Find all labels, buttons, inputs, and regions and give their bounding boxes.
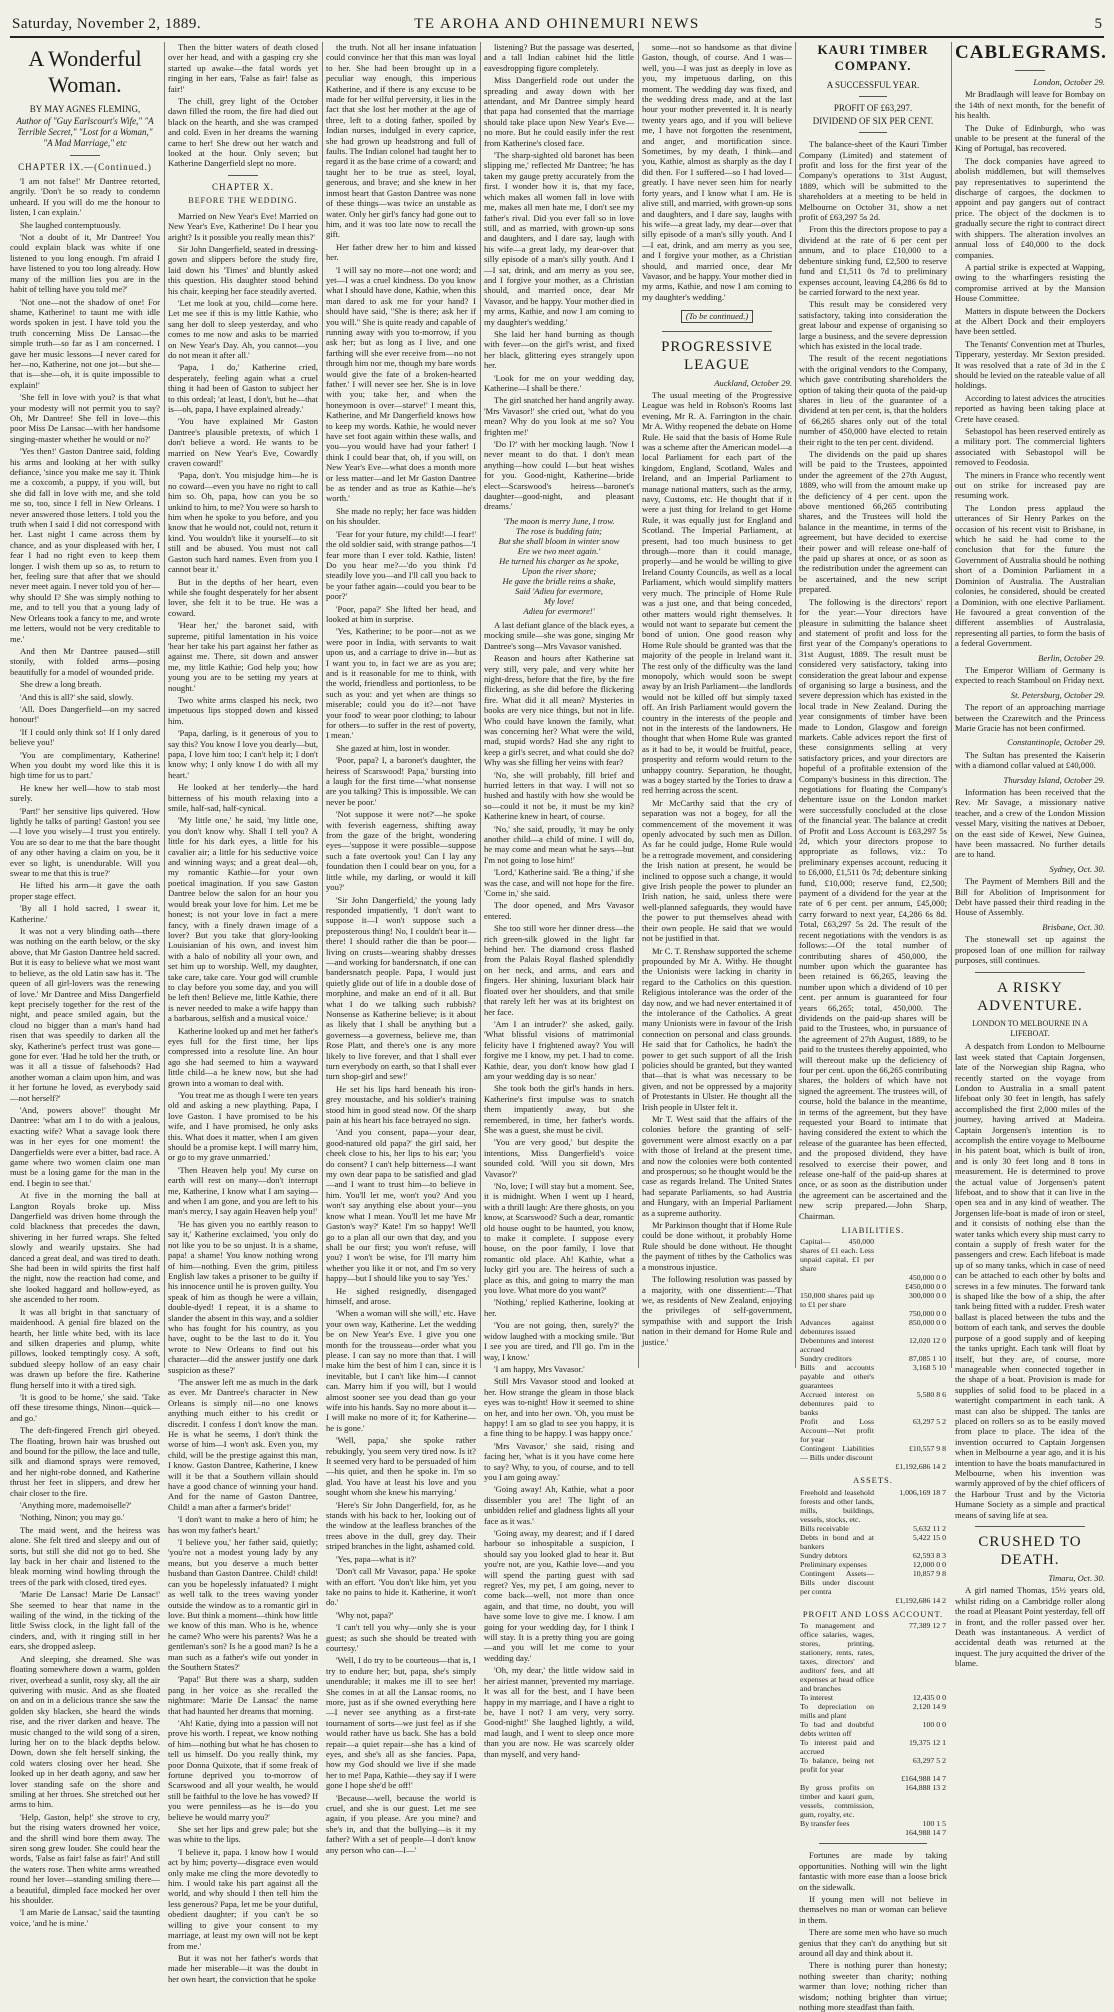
table-cell-amount: 5,422 15 0 [912,1532,946,1542]
paragraph: 'And, powers above!' thought Mr Dantree: 'what am I to do with a jealous, exacting wife? What a savage look there was in her eyes for one moment! the Dangerfields were ever a bitter, bad race. A game where two women claim one man must be a losing game for the man in the end. I begin to see that.' [10,1104,160,1188]
table-row [799,1819,947,1828]
paragraph: She too still wore her dinner dress—the rich green-silk glowed in the light far behind her. The diamond cross flashed from the Palais Royal flashed splendidly on her neck, and arms, and ears and fingers. Her shining, luxuriant black hair floated over her shoulders, and that smile that rarely left her was at its brightest on her face. [484,923,634,1017]
paragraph: Katherine looked up and met her father's eyes full for the first time, her lips compressed into a resolute line. An hour ago she had seemed to him a wayward little child—a he knew now, but she had grown into a woman to deal with. [168,1025,318,1088]
divider [859,132,887,133]
table-row [799,1621,947,1693]
paragraph: The usual meeting of the Progressive League was held in Robson's Rooms last evening, Mr R. A. Farrington in the chair. Mr A. Withy reopened the debate on Home Rule. He said that the basis of Home Rule was a scheme after the American model—a local Parliament for each part of the kingdom, England, Scotland, Wales and Ireland, and an Imperial Parliament to manage national matters, such as the army, navy, Customs, etc. He thought that if it were a just thing for Ireland to get Home Rule, it was equally just for England and Scotland. The Imperial Parliament, at present, had too much business to get through—more than it could manage, properly—and he would be willing to give Ireland County Councils, as well as a local Parliament, which would simplify matters very much. The principle of Home Rule was a just one, and that being conceded, other matters would right themselves. It would not want to separate but cement the bond of union. One good reason why Home Rule should be granted was that the majority of the people in Ireland want it. The rest only of the difficulty was the land monopoly, which would soon be swept away by an Irish Parliament—the landlords would not be killed off but simply taxed off. An Irish Parliament would govern the country in the interests of the people and not in the interests of the landowners. He thought that when Home Rule was granted as it had to be, it would be fruitful, peace, prosperity and reform would return to the unhappy country. Separation, he thought, was a bogey started by the Tories to draw a red herring across the scent. [642,389,792,796]
table-row [799,1524,947,1533]
table-cell-amount: 100 0 0 [922,1720,946,1730]
table-cell-label [799,1774,875,1783]
paragraph: The stonewall set up against the proposed loan of one million for railway purposes, still continues. [955,934,1105,966]
table-row [799,1560,947,1569]
paragraph: The following is the directors' report for the year:—Your directors have pleasure in submitting the balance sheet and statement of profit and loss for the first year of the Company's operations to 31st August, 1889. The result must be considered very satisfactory, taking into consideration the great labour and expense of organising so large a business, and the severe depression which has existed in the local trade in New Zealand. During the year consignments of timber have been made to London, Glasgow and foreign markets. Cable advices report the first of these consignments selling at very satisfactory prices, and your directors are hopeful of a profitable extension of the Company's business in this direction. The negotiations for floating the Company's debenture issue on the London market were successfully concluded at the close of the financial year. The balance at credit of Profit and Loss Account is £63,297 5s 2d, which your directors propose to appropriate as follows, viz.: To preliminary expenses account, reducing it to £6,000, £1,511 0s 7d; debenture sinking fund, £10,000; reserve fund, £2,500; payment of a dividend for the year at the rate of 6 per cent. per annum, £45,000; carry forward to next year, £4,286 6s 8d. Total, £63,297 5s 2d. The result of the recent negotiations with the vendors is as follows:—Of the total number of contributing shares of 450,000, the number upon which the guarantee has been retained is 66,265, leaving the number upon which a dividend of 10 per cent. per annum is guaranteed for four years 66,265; total, 450,000. The dividends on the paid-up shares will be paid to the Trustees, who, in pursuance of the agreement of 27th August, 1889, to be paid to the trustees thereby appointed, who will thereout make up the deficiency of four per cent. upon the 66,265 contributing shares, the holders of which have not signed the agreement. The trustees will, of course, hold the balance in the meantime, in terms of the agreement, but they have requested your Board to intimate that having considered the extent to which the release of the guarantee has been effected, and the proposed dividend, they have resolved to exercise their power, and release one-half of the paid-up shares at once, or as soon as the distribution under the agreement can be ascertained and the new scrip prepared.—John Sharp, Chairman. [799,596,947,1221]
assets-table [799,1488,947,1605]
paragraph: listening? But the passage was deserted, and a tall Indian cabinet hid the little eavesdropping figure completely. [484,42,634,73]
paragraph: Sir John Dangerfield, seated in dressing-gown and slippers before the study fire, laid down his 'Times' and bluntly asked this question. His daughter stood behind his chair, keeping her face steadily averted. [168,243,318,296]
divider [819,1843,927,1844]
column-rule [322,42,323,1368]
paragraph: This result may be considered very satisfactory, taking into consideration the great labour and expense of organising so large a business, and the severe depression which has existed in the local trade. [799,299,947,351]
paragraph: Her father drew her to him and kissed her. [326,241,476,263]
paragraph: 'If I could only think so! If I only dared believe you!' [10,726,160,748]
table-row [799,1336,947,1354]
paragraph: 'All. Does Dangerfield—on my sacred honour!' [10,703,160,725]
paragraph: The following resolution was passed by a majority, with one dissentient:—'That we, as residents of New Zealand, enjoying the privileges of self-government, sympathise with and support the Irish nation in their demand for Home Rule and justice.' [642,1274,792,1347]
paragraph: The Tenants' Convention met at Thurles, Tipperary, yesterday. Mr Sexton presided. It was resolved that a rate of 3d in the £ should be levied on the rateable value of all holdings. [955,338,1105,391]
paragraph: She laughed contemptuously. [20,219,121,230]
paragraph: He sighed resignedly, disengaged himself, and arose. [326,1285,476,1306]
table-cell-label: Preliminary expenses [800,1559,867,1569]
verse-line: My love! [543,595,575,606]
paragraph: 'When a woman will she will,' etc. Have your own way, Katherine. Let the wedding be on New Year's Eve. I give you one month for the trousseau—order what you please. I can say no more than that. I will make him the best of him I can, since it is inevitable, but I can't like him—I cannot can. Marry him if you will, but I would almost sooner see you dead than go your wife into his hands. Say no more about it—I will make no more of it; for Katherine—he is gone.' [326,1308,476,1433]
table-cell-label: Sundry creditors [800,1354,852,1364]
paragraph: 'Not a doubt of it, Mr Dantree! You could explain black was white if one listened to you long enough. I'm afraid I have listened to you too long already. How many of the million lies you are in the habit of telling have you told me?' [10,232,160,295]
table-cell-label: Debentures and interest accrued [800,1336,874,1355]
paragraph: 'I can't tell you why—only she is your guest; as such she should be treated with courtesy.' [326,1622,476,1653]
paragraph: 'I don't want to make a hero of him; he has won my father's heart.' [168,1514,318,1535]
paragraph: Sebastopol has been reserved entirely as a military port. The commercial lighters associated with Sebastopol will be removed to Feodosia. [955,426,1105,468]
article-heading: CABLEGRAMS. [955,42,1107,63]
table-cell-amount [875,1237,947,1273]
masthead-paper-name: TE AROHA AND OHINEMURI NEWS [414,16,700,32]
table-row [799,1596,947,1605]
table-cell-label [799,1309,875,1318]
paragraph: Mr Parkinson thought that if Home Rule could be done without, it probably Home Rule should be done without. He thought the payment of tithes by the Catholics was a monstrous injustice. [642,1220,792,1272]
table-row [799,1774,947,1783]
table-cell-label: To bad and doubtful debts written off [800,1720,874,1739]
subheading: PROFIT OF £63,297. [833,103,913,114]
paragraph: 'Poor, papa? I, a baronet's daughter, the heiress of Scarswood! Papa,' bursting into a laugh for the first time—'what nonsense are you talking? This is impossible. We can never be poor.' [326,755,476,807]
verse-line: Upon the river shore; [521,565,597,576]
paragraph: 'Sir John Dangerfield,' the young lady responded impatiently, 'I don't want to suppose it—I won't suppose such a preposterous thing! No, I couldn't bear it—there! I should rather die than be poor—living on crusts—wearing shabby dresses—and working for bandersnatch, if one can bandersnatch people. Papa, I would just quietly glide out of life in a double dose of morphine, and make an end of it all. But what I do we talking such rubbish? Nonsense as Katherine believe; is it about as likely that I shall be anything but a governess—a governess, believe me, than Rose Platt, and there's one is any more likely to live forever, and that I shall ever turn everybody on earth, so that I shall ever turn shop-girl and sew!' [326,894,476,1082]
paragraph: The London press applaud the utterances of Sir Henry Parkes on the occasion of his recent visit to Brisbane, in which he said he had come to the conclusion that for the future the Government of Australia should be nothing short of a Dominion Parliament in a Dominion of Australia. The Australian colonies, he considered, should be created a Dominion, with one elective Parliament. He favoured a great convention of the different assemblies of Australasia, representing all parties, to form the basis of a federal Government. [955,502,1105,649]
paragraph: She set her lips and grew pale; but she was white to the lips. [168,1824,318,1845]
table-row [799,1390,947,1417]
table-row [799,1783,947,1819]
table-cell-amount: 87,085 1 10 [908,1354,946,1364]
paragraph: 'She fell in love with you? is that what your modesty will not permit you to say? Oh, Mr Dantree! She fell in love—this poor Miss De Lansac—with her handsome singing-master whether he would or no?' [10,392,160,444]
paragraph: Mr Bradlaugh will leave for Bombay on the 14th of next month, for the benefit of his health. [955,89,1105,121]
divider [228,175,258,176]
paragraph: Miss Dangerfield rode out under the spreading and away down with her attendant, and Mr Dantree simply heard that papa had consented that the marriage should take place upon New Year's Eve—no more. But he could easily infer the rest from Katherine's closed face. [484,75,634,148]
dateline: Brisbane, Oct. 30. [1042,921,1105,932]
paragraph: 'Yes, Katherine; to be poor—not as we were poor in India, with servants to wait upon us, and a carriage to drive in—but as I want you to, in fact we are as you are; and is it reasonable for me to think, with the world, friendless and portionless, to be such as you: and yet when are things so miserable; could you do it?—not 'have your food' to wear poor clothing; to labour for others—to suffer in the rest of poverty, I mean.' [326,626,476,741]
table-cell-amount: 100 1 5 [922,1819,946,1829]
paragraph: 'Papa!' But there was a sharp, sudden pang in her voice as she recalled the nightmare: 'Marie De Lansac' the name that had haunted her dreams that morning. [168,1674,318,1716]
paragraph: 'You treat me as though I were ten years old and asking a new plaything. Papa, I love Gaston. I have promised to be his wife, and I have promised, he only asks this. What does it matter, when I am given should be a promise kept. I will marry him, or go to my grave unmarried.' [168,1090,318,1163]
paragraph: 'Papa, darling, is it generous of you to say this? You know I love you dearly—but, papa, I love him too; I can't help it; I don't know why; I only know I do with all my heart.' [168,728,318,780]
subheading: LONDON TO MELBOURNE IN A LIFEBOAT. [972,1018,1088,1038]
paragraph: 'Let me look at you, child—come here. Let me see if this is my little Kathie, who sang her doll to sleep yesterday, and who comes to me now and asks to be married on New Year's Day. Ah, you cannot—you do not mean it after all.' [168,297,318,360]
paragraph: 'I believe it, papa. I know how I would act by him; poverty—disgrace even would only make me cling the more devotedly to him. I would take his part against all the world, and why should I then tell him the less generous? Papa, let me be your dutiful, obedient daughter; if you can't be so willing to give your consent to my marriage, at least my own will not be kept from me.' [168,1846,318,1951]
table-row [799,1720,947,1738]
paragraph: 'I will say no more—not one word; and yet—I was a cruel kindness. Do you know what I should have done, Kathie, when this man dared to ask me for your hand? I should have said, "She is there; ask her if you will." She is quite ready and capable of running away with you to-morrow, if you ask her; but as long as I live, and one farthing will she ever receive from—no not through him nor me, though my bare words would give the fate of a broken-hearted father.' I will never see her. She is in love with you; take her, and when the honeymoon is over—starve!' I meant this, Katherine, and Mr Dangerfield knows how to keep my words. Kathie, he would never have set foot again within these walls, and you—you would have had your father! I think I could bear that, oh, if you will, on New Year's Eve—what does a month more or less matter—and let Mr Gaston Dantree be as tender and as true as Kathie—he's worth.' [326,264,476,504]
table-heading: PROFIT AND LOSS ACCOUNT. [802,1608,944,1619]
column-5 [642,42,792,1370]
dateline: London, October 29. [1033,77,1105,87]
story-title: A Wonderful Woman. [28,46,142,97]
paragraph: 'Here's Sir John Dangerfield, for, as he stands with his back to her, looking out of the window at the leafless branches of the trees above in the dull, grey day. Their striped branches in the light, ashamed cold. [326,1499,476,1552]
subheading: A SUCCESSFUL YEAR. [826,80,920,90]
paragraph: And then Mr Dantree paused—still stonily, with folded arms—posing beautifully for a model of wounded pride. [10,645,160,677]
paragraph: 'You are complimentary, Katherine! When you doubt my word like this it is high time for us to part.' [10,749,160,781]
paragraph: The maid went, and the heiress was alone. She felt tired and sleepy and out of sorts, but still she did not go to bed. She lay back in her chair and listened to the bleak morning wind howling through the trees of the park with closed, tired eyes. [10,1524,160,1587]
divider [975,972,1085,973]
paragraph: 'It is good to be home,' she said. 'Take off these tiresome things, Ninon—quick—and go.' [10,1391,160,1423]
paragraph: The dock companies have agreed to abolish middlemen, but will themselves pay representatives to superintend the discharge of cargoes, the dockmen to appoint and pay gangers out of contract price. The object of the dockmen is to gradually secure the right to contract direct with shippers. The alteration involves an annual loss of £40,000 to the dock companies. [955,155,1105,260]
divider [1015,70,1045,71]
table-cell-amount: 1,006,169 18 7 [899,1487,946,1497]
table-cell-amount: 750,000 0 0 [908,1309,946,1319]
paragraph: Then the bitter waters of death closed over her head, and with a gasping cry she started up awake—the fatal words yet ringing in her ears, 'False as fair! false as fair!' [168,42,318,94]
divider [975,1526,1085,1527]
chapter-heading: CHAPTER X. [211,181,274,192]
paragraph: From this the directors propose to pay a dividend at the rate of 6 per cent per annum, and to place £10,000 to a debenture sinking fund, £2,500 to reserve fund and £1,511 0s 7d to preliminary expenses account, leaving £4,286 6s 8d to be carried forward to the next year. [799,224,947,297]
article-heading: CRUSHED TO DEATH. [978,1534,1082,1568]
profit-loss-dr-table [799,1621,947,1783]
paragraph: She gazed at him, lost in wonder. [336,742,451,753]
paragraph: Still Mrs Vavasor stood and looked at her. How strange the gleam in those black eyes was to-night! How it seemed to shine on her, and into her own. 'Oh, you must be happy! I am so glad to see you happy, it is a fine thing to be happy. I was happy once.' [484,1376,634,1439]
paragraph: The balance-sheet of the Kauri Timber Company (Limited) and statement of profit and loss for the first year of the Company's operations to 31st August, 1889, which will be submitted to the shareholders at a meeting to be held in Melbourne on October 31, show a net profit of £63,297 5s 2d. [799,139,947,223]
paragraph: 'Look for me on your wedding day, Katherine—I shall be there.' [484,372,634,393]
paragraph: He set his lips hard beneath his iron-grey moustache, and his soldier's training stood him in good stead now. Of the sharp pain at his heart his face betrayed no sign. [326,1083,476,1126]
table-row [799,1828,947,1837]
paragraph: According to latest advices the atrocities reported as having been taking place at Crete have ceased. [955,392,1105,424]
paragraph: The Duke of Edinburgh, who was unable to be present at the funeral of the King of Portugal, has recovered. [955,122,1105,154]
table-row [799,1291,947,1309]
paragraph: 'You have explained Mr Gaston Dantree's plausible pretexts, of which I don't believe a word. He wants to be married on New Year's Eve, Cowardly craven coward!' [168,416,318,469]
table-cell-amount: 5,580 8 6 [916,1390,946,1400]
paragraph: 'Anything more, mademoiselle?' [20,1500,132,1510]
story-authorship: "A Mad Marriage," etc [43,138,127,149]
verse [484,516,634,616]
paragraph: A partial strike is expected at Wapping, owing to the wharfingers resisting the compromise arrived at by the Mansion House Committee. [955,261,1105,304]
table-cell-amount: 62,593 8 3 [912,1550,946,1560]
column-3 [326,42,476,1855]
paragraph: 'Nothing, Ninon; you may go.' [20,1512,125,1523]
paragraph: 'Not suppose it were not?'—he spoke with feverish eagerness, shifting away from the gaze of the bright, wondering eyes—'suppose it were possible—suppose such a fate overtook you! Can I lay any foundation then I could bear on you, for a little while, my darling, or would it kill you?' [326,809,476,893]
paragraph: 'No, she will probably, fill brief and hurried letters in that way. I will not so hushed and hastily with how she would be so—could it not be, it must be my kin? Katherine knew in heart, of course. [484,769,634,822]
table-cell-amount: 12,020 12 0 [908,1336,946,1346]
dateline: Auckland, October 29. [714,377,792,388]
table-cell-label [799,1462,875,1471]
table-row [799,1237,947,1273]
paragraph: 'Nothing,' replied Katherine, looking at her. [484,1297,634,1318]
table-cell-label: To interest [800,1693,834,1703]
table-row [799,1444,947,1462]
story-authorship: Author of "Guy Earlscourt's Wife," "A Terrible Secret," "Lost for a Woman," [16,116,154,137]
paragraph: 'Mrs Vavasor,' she said, rising and facing her, 'what is it you have come here to say? Why, to you, of course, and to tell you I am going away.' [484,1440,634,1482]
paragraph: 'And you consent, papa—your dear, good-natured old papa?' the girl said, her cheek close to his, her lips to his ear; 'you do consent? I can't help bitterness—I want my own dear papa to be satisfied and glad—and I want to trust him—to believe in him. You'll let me, won't you? And you won't say anything else about your—you know what I mean. You'll let me have Mr Gaston's way?' Kate! I'm so happy! We'll go to a plan all our own that day, and you shall be our first; you won't refuse, will you? I won't be wise, for I'll marry him whether you like it or not, and I'm so very happy—but I should like you to say 'Yes.' [326,1127,476,1284]
table-cell-amount: £1,192,686 14 2 [895,1595,946,1605]
table-cell-label: Bills and accounts payable and other's guarantees [800,1363,874,1391]
column-rule [638,42,639,1368]
paragraph: 'I am happy, Mrs Vavasor.' [494,1363,585,1374]
table-cell-amount: 164,988 14 7 [905,1828,946,1838]
table-cell-label: Freehold and leasehold forests and other lands, mills, buildings, vessels, stocks, etc. [800,1487,874,1524]
paragraph: She made no reply; her face was hidden on his shoulder. [326,505,476,527]
chapter-subheading: BEFORE THE WEDDING. [188,196,298,206]
paragraph: 'Well, papa,' she spoke rather rebukingly, 'you seem very tired now. Is it? It seemed very hard to be persuaded of him—his quiet, and then he spoke in. I'm so glad. You have at least his love and you sought whom she knew his marrying.' [326,1435,476,1498]
paragraph: 'Help, Gaston, help!' she strove to cry, but the rising waters drowned her voice, and the shrill wind bore them away. The siren song grew louder. She could hear the words, 'False as fair! false as fair!' And still the waters rose. Then white arms wreathed round her lover—standing smiling there—a beautiful, dimpled face mocked her over his shoulder. [10,1811,160,1906]
table-cell-amount: 300,000 0 0 [908,1291,946,1301]
table-cell-label: To interest paid and accrued [800,1738,874,1757]
paragraph: 'The answer left me as much in the dark as ever. Mr Dantree's character in New Orleans is simply nil—no one knows anything much either to his credit or discredit. I confess I don't know the man. He is what he seems, I don't think the worse of him—I won't ask. Even you, my child, will be the prestige against this man, I know. Gaston Dantree, Katherine, I knew will it be that a Southern villain should have a good chance of winning your hand. And for the name of Gaston Dantree, Child! a man after a farmer's bride!' [168,1376,318,1512]
paragraph: 'Yes, papa—what is it?' [336,1553,417,1564]
verse-line: He turned his charger as he spoke, [499,555,619,566]
paragraph: 'Part!' her sensitive lips quivered. 'How lightly he talks of parting! Gaston! you see—I love you wisely—I trust you entirely. You are so dear to me that the bare thought of any other having a claim on you, be it ever so light, is unendurable. Will you swear to me that this is true?' [10,805,160,879]
paragraph: 'Don't call Mr Vavasor, papa.' He spoke with an effort. 'You don't like him, yet you take no pains to hide it. Katherine, it won't do.' [326,1566,476,1608]
table-cell-label: 150,000 shares paid up to £1 per share [800,1291,874,1310]
article-heading: PROGRESSIVE LEAGUE [661,338,773,373]
paragraph: And sleeping, she dreamed. She was floating somewhere down a warm, golden river, overhead a sunlit, rosy sky, all the air quivering with music. And as she floated on and on in a delicious trance she saw the golden sky blacken, she heard the winds rise, and the river darken and heave. The music changed to the wild song of a siren, luring her on to the black depths below. Down, down she felt herself sinking, the cold waters closing over her head. She looked up in her death agony, and saw her lover standing safe on the shore and smiling at her throes. She stretched out her arms to him. [10,1653,160,1810]
column-7 [955,42,1107,1669]
column-rule [795,42,796,1368]
to-be-continued: (To be continued.) [642,310,792,322]
article-heading: KAURI TIMBER COMPANY. [817,42,929,73]
paragraph: If young men will not believe in themselves no man or woman can believe in them. [799,1893,947,1925]
paragraph: 'Marie De Lansac! Marie De Lansac!' She seemed to hear that name in the wailing of the wind, in the ticking of the little Swiss clock, in the light fall of the cinders, and, with it ringing still in her ears, she dropped asleep. [10,1589,160,1652]
table-row [799,1354,947,1363]
column-rule [480,42,481,1368]
verse-line: Said 'Adieu for evermore, [515,585,603,596]
paragraph: Reason and hours after Katherine sat very still, very pale, and very white her night-dress, before that the fire, by the fire flickering, as she did before the flickering fire. What did it all mean? Mysteries in books are very nice things, but not in life. Who could have known the family, what was concerning her? What were the wild, mad, stupid words? Had she any right to keep a girl's secret, and what could she do? Why was she filling her veins with fear? [484,653,634,768]
masthead [10,14,1104,38]
paragraph: The Emperor William of Germany is expected to reach Stamboul on Friday next. [955,664,1105,686]
column-2 [168,42,318,1984]
verse-line: The rose is budding fain; [515,525,603,536]
table-row [799,1702,947,1720]
paragraph: 'Ah! Katie, dying into a passion will not prove his worth. I repeat, we know nothing of him—nothing but what he has chosen to tell us himself. Do you really think, my poor Donna Quixote, that if some freak of fortune deprived you to-morrow of Scarswood and all your wealth, he would still be faithful to the love he has vowed? If you were penniless—as he is—do you believe he would marry you?' [168,1717,318,1822]
paragraph: 'I am not false!' Mr Dantree retorted, angrily. 'Don't be so ready to condemn unheard. If you will do me the honour to listen, I can explain.' [10,176,160,218]
table-cell-amount: £164,988 14 7 [901,1774,946,1784]
paragraph: 'Papa, I do,' Katherine cried, desperately, feeling again what a cruel thing it had been of Gaston to subject her to this ordeal; 'at least, I don't, but he—that is—oh, papa, I have explained already.' [168,362,318,414]
table-heading: LIABILITIES. [841,1225,905,1236]
table-cell-amount: 10,857 9 8 [912,1568,946,1578]
verse-line: Ere we two meet again.' [517,545,601,556]
paragraph: 'Do I?' with her mocking laugh. 'Now I never meant to do that. I don't mean anything—how could I—but heat wishes for you. Good-night, Katherine—bride elect—Scarswood's heiress—baronet's daughter—good-night, and pleasant dreams.' [484,439,634,512]
table-cell-amount: 3,168 5 10 [912,1363,946,1373]
table-cell-amount: 12,435 0 0 [912,1693,946,1703]
table-row [799,1417,947,1444]
paragraph: Fortunes are made by taking opportunities. Nothing will win the light fantastic with more ease than a loose brick on the sidewalk. [799,1850,947,1892]
paragraph: There is nothing purer than honesty; nothing sweeter than charity; nothing warmer than love; nothing richer than wisdom; nothing brighter than virtue; nothing more steadfast than faith. [799,1960,947,2012]
paragraph: Two white arms clasped his neck, two impetuous lips stopped down and kissed him. [168,694,318,726]
paragraph: The dividends on the paid up shares will be paid to the Trustees, appointed under the agreement of the 27th August, 1889, who will from the amount make up the deficiency of 4 per cent. upon the above mentioned 66,265 contributing shares, and the Trustees will hold the balance in the meantime, in terms of the agreement, but have decided to exercise their power and will release one-half of the paid up shares at once, or as soon as the redistribution under the agreement can be ascertained, and the new script prepared. [799,449,947,595]
paragraph: 'Hear her,' the baronet said, with supreme, pitiful lamentation in his voice 'hear her take his part against her father as against me. There, sit down and answer me, my little Kathie; God help you; how young you are to be setting my years at nought.' [168,620,318,693]
table-cell-label: To balance, being net profit for year [800,1756,874,1775]
paragraph: 'Why not, papa?' [336,1609,394,1620]
table-row [799,1533,947,1551]
paragraph: 'By all I hold sacred, I swear it, Katherine.' [10,903,160,924]
table-cell-amount: 450,000 0 0 [908,1273,946,1283]
table-cell-label: Capital— 450,000 shares of £1 each. Less unpaid capital, £1 per share [800,1237,874,1274]
table-cell-label: Sundry debtors [800,1550,848,1560]
table-cell-label: By gross profits on timber and kauri gum, vessels, commission, gum, royalty, etc. [800,1783,874,1820]
table-row [799,1363,947,1390]
table-cell-label: Contingent Liabilities— Bills under discount [800,1444,874,1463]
paragraph: A despatch from London to Melbourne last week stated that Captain Jorgensen, late of the Norwegian ship Ragna, who recently started on the voyage from London to Australia in a small patent lifeboat only 30 feet in length, has safely accomplished the first 2,000 miles of the journey, having arrived at Madeira. Captain Jorgensen's intention is to accomplish the entire voyage to Melbourne in his patent boat, which is built of iron, and is only 30 feet long and 8 tons in measurement. He is determined to prove the actual value of Jorgensen's patent lifeboat, and to show that it can live in the open sea and in any kind of weather. The Jorgensen life-boat is made of iron or steel, and it consists of nothing else than the water tanks which every ship must carry to contain a supply of fresh water for the passengers and crew. Each lifeboat is made up of so many tanks, which in case of need can be attached to each other by bolts and screws in a few minutes. The forward tank is shaped like the bow of a ship, the after tank being fitted with a rudder. Fresh water ballast is placed between the tubs and the bottom of each tank, and serves the double purpose of a good supply and of keeping the tanks upright. Each tank will float by itself, but they are, of course, more manageable when connected together in the shape of a boat. Provision is made for supplies of solid food to be placed in a watertight compartment in each tank. A mast can also be shipped. The tanks are placed on rollers so as to be easily moved from place to place. The idea of the invention occurred to Captain Jorgensen when in Melbourne a year ago, and it is his intention to have the boats manufactured in Melbourne, when his invention was warmly approved of by the chief officers of the Harbour Trust and by the Victoria Humane Society as a simple and practical means of saving life at sea. [955,1041,1105,1520]
paragraph: 'Am I an intruder?' she asked, gaily. 'What blissful visions of matrimonial felicity have I frightened away? You will forgive me I know, my pet. I had to come. Kathie, dear, you don't know how glad I am your wedding day is so near.' [484,1018,634,1081]
table-cell-amount: 2,120 14 9 [912,1702,946,1712]
paragraph: It was not a very blinding oath—there was nothing on the earth below, or the sky above, that Mr Gaston Dantree held sacred. But it is easy to believe what we most want to believe, as the old Latin saw has it. 'The queen of all girl-lovers was the renewing of love.' Mr Dantree and Miss Dangerfield kept precisely together for the rest of the night, and peace smiled again, but the cloud no bigger than a man's hand had risen that was speedily to darken all the sky, Katherine's perfect trust was gone—gone for ever. 'Had he told her the truth, or was it all a tissue of falsehoods? Had another woman a claim upon him, and was it her fortune he loved, as everybody said—not herself?' [10,926,160,1103]
paragraph: The deft-fingered French girl obeyed. The floating, brown hair was brushed out and bound for the pillow, the lace and tulle, silk and diamond sprays were removed, and her night-robe donned, and Katherine thrust her feet in slippers, and drew her chair closer to the fire. [10,1425,160,1498]
table-cell-label: Bills receivable [800,1523,849,1533]
table-cell-amount: 63,297 5 2 [912,1756,946,1766]
table-cell-amount: 164,888 13 2 [905,1783,946,1793]
dateline: Constantinople, October 29. [1007,737,1105,748]
table-heading: ASSETS. [853,1475,893,1486]
chapter-heading: CHAPTER IX.—(Continued.) [18,161,152,172]
table-row [799,1551,947,1560]
paragraph: 'Papa, don't. You misjudge him—he is no coward—even you have no right to call him so. Oh, papa, how can you be so unkind to him, to me? You were so harsh to him when he spoke to you before, and you know that he would not, could not, return it kind. You wouldn't like it yourself—to sit still and be abused. You must not call Gaston such hard names. Even from you I cannot bear it.' [168,470,318,575]
table-cell-label: To management and office salaries, wages, stores, printing, stationery, rents, rates, taxes, directors' and auditors' fees, and all expenses at head office and branches [800,1621,874,1694]
table-cell-label: By transfer fees [800,1819,850,1829]
paragraph: 'He has given you no earthly reason to say it,' Katherine exclaimed, 'you only do not like you to be so unjust. It is a shame, papa! a shame! You know nothing wrong of him—nothing. Even the grim, pitiless English law takes a prisoner to be guilty if his innocence until he is proven guilty. You speak of him as though he were a villain, double-dyed! I repeat, it is a shame to slander the absent in this way, and a soldier who has fought for his country, as you have, ought to be the last to do it. You wrote to New Orleans to find out his character—did the answer justify one dark suspicion as these?' [168,1218,318,1375]
paragraph: Mr McCarthy said that the cry of separation was not a bogey, for all the commencement of the movement it was openly advocated by such men as Dillon. As far he could judge, Home Rule would be a retrograde movement, and considering the Irish nation at present, he would be inclined to oppose such a change, it would give Irish people the power to plunder an Irish nation, he said, unless there were well-planned safeguards, they would have the power to put themselves ahead with their own people. He said that we would not be justified in that. [642,797,792,944]
table-cell-label: Debts in bond and at bankers [800,1532,874,1551]
table-cell-amount: 63,297 5 2 [912,1417,946,1427]
paragraph: 'Because—well, because the world is cruel, and she is our guest. Let me see again, if you please. Are you mine? and she's in, and that the bullying—is it my father? With a set of people—I don't know any person who can—I—' [326,1792,476,1855]
table-row [799,1488,947,1524]
table-row [799,1318,947,1336]
paragraph: 'Fear for your future, my child!—I fear!' the old soldier said, with strange pathos—'I fear more than I ever told. Kathie, listen! Do you hear me?—'do you think I'd steadily love you—and I'll call you back to be your father again—could you bear to be poor?' [326,528,476,602]
paragraph: She drew a long breath. [20,679,102,690]
paragraph: 'Lord,' Katherine said. 'Be a thing,' if she was the case, and will not hope for the fire. 'Come in,' she said. [484,867,634,899]
table-cell-amount: 5,632 11 2 [913,1523,946,1533]
table-cell-label [799,1828,875,1837]
column-1 [10,42,160,1928]
dateline: Timaru, Oct. 30. [1048,1573,1105,1583]
paragraph: He lifted his arm—it gave the oath proper stage effect. [10,880,160,901]
subheading: DIVIDEND OF SIX PER CENT. [812,115,934,126]
paragraph: She laid her hand burning as though with fever—on the girl's wrist, and fixed her black, glittering eyes strangely upon her. [484,328,634,371]
table-row [799,1309,947,1318]
dateline: St. Petersburg, October 29. [1010,689,1105,700]
dateline: Sydney, Oct. 30. [1049,863,1105,874]
column-rule [951,42,952,1368]
verse-line: Adieu for evermore!' [523,605,595,616]
paragraph: The Sultan has presented the Kaiserin with a diamond collar valued at £40,000. [955,749,1105,771]
verse-line: But she shall bloom in winter snow [498,535,620,546]
paragraph: 'My little one,' he said, 'my little one, you don't know why. Shall I tell you? A little for his dark eyes, a little for his cavalier air; a little for his seductive voice and winning ways; and a great deal—oh, my romantic Kathie—for your own poetical imagination. If you saw Gaston Dantree below the salon for an hour you would break your love for him. Let me be honest; is not your love in fact a mere fancy, with a finely drawn image of a lover? But you take that glory-looking Louisianian of his own, and invest him with a halo of nobility all your own, and set him up to worship. Well, my daughter, take care, take care. Your god will crumble to clay before you some day, and you will be left then! Believe me, little Kathie, there is never needed to make a wife happy than a barbarous, selfish and a musical voice.' [168,815,318,1024]
table-row [799,1462,947,1471]
paragraph: 'And this is all?' she said, slowly. [20,691,134,702]
paragraph: 'No,' she said, proudly, 'it may be only another child—a child of mine. I will do, he may come and mean what he says—but I'm not going to lose him!' [484,823,634,865]
table-cell-amount: £450,000 0 0 [905,1282,946,1292]
paragraph: 'Oh, my dear,' the little widow said in her airiest manner, 'prevented my marriage. It was all for the best, and I have been happy in my marriage, and I have a right to be, have I not? I am very, very sorry. Good-night!' She laughed lightly, a wild, mad laugh, and I went to sleep once more than you are now. He was scarcely older than myself, and very hand- [484,1665,634,1759]
paragraph: 'Going away, my dearest; and if I dared harbour so inhospitable a suspicion, I should say you looked glad to hear it. But you're not, are you, Kathie love—and you will spend the parting guest with sad regret? Yes, my pet, I am going, never to come back—well, not more than once again, and that time, no doubt, you will have some love to give me. I know. I am going for your wedding day, for I think I will stay. It is a pretty thing you are going—and you will let me come to your wedding day.' [484,1528,634,1663]
table-cell-label: To depreciation on mills and plant [800,1702,874,1721]
verse-line: 'The moon is merry June, I trow. [503,515,615,526]
table-cell-label: Advances against debentures issued [800,1318,874,1337]
paragraph: But in the depths of her heart, even while she fought desperately for her absent lover, she felt it to be true. He was a coward. [168,576,318,618]
masthead-page-number: 5 [1094,16,1102,32]
column-6 [799,42,947,2012]
table-cell-label [799,1282,875,1291]
paragraph: It was all bright in that sanctuary of maidenhood. A genial fire blazed on the hearth, her little white bed, with its lace and silken draperies and plump, white pillows, looked temptingly cosy. A soft, subdued sleepy hollow of an easy chair was drawn up before the fire. Katherine flung herself into it with a tired sigh. [10,1306,160,1390]
paragraph: The door opened, and Mrs Vavasor entered. [484,900,634,921]
profit-loss-cr-table [799,1783,947,1837]
paragraph: The report of an approaching marriage between the Czarewitch and the Princess Marie Gracie has not been confirmed. [955,702,1105,733]
paragraph: 'No, love; I will stay but a moment. See, it is midnight. When I went up I heard, with a thrill laugh: Are there ghosts, on you know, at Scarswood? Such a dear, romantic old house ought to be haunted, you know, to make it complete. I suppose every house, on the poor family, I love that romantic old place. Ah! Kathie, what a lucky girl you are. The heiress of such a place as this, and going to marry the man you love. What more do you want?' [484,1181,634,1296]
table-cell-amount: £10,557 9 8 [908,1444,946,1454]
paragraph: The miners in France who recently went out on strike for increased pay are resuming work. [955,469,1105,501]
paragraph: the truth. Not all her insane infatuation could convince her that this man was loyal to her. She had been brought up in a peculiar way enough, this imperious Katherine, and if there is any excuse to be made for her wilful perversity, it lies in the fact that she lost her mother at the age of three, left to a doting father, spoiled by Indian nurses, indulged in every caprice, she had grown up headstrong and full of faults. The Indian colonel had taught her to regard it as the base crime of a coward; and taught her to be true as steel, loyal, generous, and brave; and she knew in her inmost heart that Gaston Dantree was none of these things—was twice an unstable as water. Only her girl's fancy had gone out to him, and it was too late now to recall the gift. [326,42,476,240]
paragraph: The girl snatched her hand angrily away. 'Mrs Vavasor!' she cried out, 'what do you mean? Why do you look at me so? You frighten me!' [484,395,634,437]
paragraph: There are some men who have so much genius that they can't do anything but sit around all day and think about it. [799,1927,947,1958]
table-cell-label: Accrued interest on debentures paid to banks [800,1390,874,1418]
paragraph: Mr T. West said that the affairs of the colonies before the granting of self-government were almost exactly on a par with those of Ireland at the present time, and now the colonies were both contented and prosperous; so he thought would be the case as regards Ireland. The United States had separate Parliaments, so had Austria and Hungary, with an Imperial Parliament as a supreme authority. [642,1114,792,1218]
paragraph: The result of the recent negotiations with the original vendors to the Company, which gave contributing shareholders the option of taking their quota of the paid-up shares in lieu of the guarantee of a dividend at ten per cent, is, that the holders of 66,265 shares only out of the total number of 450,000 have elected to retain their right to the ten per cent. dividend. [799,353,947,447]
paragraph: 'Poor, papa?' She lifted her head, and looked at him in surprise. [326,603,476,624]
divider [70,155,100,156]
divider [859,96,887,97]
paragraph: Matters in dispute between the Dockers at the Albert Dock and their employers have been settled. [955,305,1105,337]
story-byline: BY MAY AGNES FLEMING, [29,104,141,114]
table-row [799,1693,947,1702]
table-cell-amount: 77,389 12 7 [908,1621,946,1631]
table-cell-amount: 12,000 0 0 [912,1559,946,1569]
paragraph: Information has been received that the Rev. Mr Savage, a missionary native teacher, and a crew of the London Mission vessel Mary, visiting the natives at Deboer, on the east side of Kewei, New Guinea, have been massacred. No further details are to hand. [955,787,1105,860]
paragraph: 'I believe you,' her father said, quietly; 'you're not a modest young lady by any means, but you deserve a much better husband than Gaston Dantree. Child! child! can you be hopelessly infatuated? I might as well talk to the trees waving yonder outside the window as to a romantic girl in love. But think a moment—think how little we know of this man. Who is he, whence he came? Who were his parents? Was he a gentleman's son? Is he a good man? Is he a man such as a father's wife out yonder in the Southern States?' [168,1537,318,1672]
paragraph: She took both the girl's hands in hers. Katherine's first impulse was to snatch them impatiently away, but she remembered, in time, her father's words. She was a guest, she must be civil. [484,1083,634,1135]
dateline: Berlin, October 29. [1038,652,1105,663]
paragraph: A last defiant glance of the black eyes, a mocking smile—she was gone, singing Mr Dantree's song—Mrs Vavasor vanished. [484,619,634,651]
paragraph: 'I am Marie de Lansac,' said the taunting voice, 'and he is mine.' [10,1907,160,1928]
article-heading: A RISKY ADVENTURE. [977,979,1083,1014]
table-row [799,1273,947,1282]
paragraph: Mr C. T. Renshaw supported the scheme propounded by Mr A. Withy. He thought the Unionists were lacking in charity in regard to the Catholics on this question. Religious intolerance was the order of the day now, and we had never entertained it of the intolerance of the Catholics. A great many Unionists were in favour of the Irish connection on personal and class grounds. He said that for Catholics, he hadn't the power to get such support of all the Irish policies should be granted, but they wanted that—that is what was necessary to be given, and not be oppressed by a majority of Protestants in Ulster. He thought all the Irish people in Ulster felt it. [642,945,793,1112]
table-cell-label: Profit and Loss Account—Net profit for year [800,1417,874,1445]
masthead-date: Saturday, November 2, 1889. [12,16,202,32]
paragraph: Married on New Year's Eve! Married on New Year's Eve, Katherine! Do I hear you aright? Is it possible you really mean this?' [168,210,318,242]
paragraph: 'Not one—not the shadow of one! For shame, Katherine! to taunt me with idle words spoken in jest. I have told you the truth concerning Miss De Lansac—the simple truth—so far as I am concerned. I gave her music lessons—I never cared for her—no, Katherine, not one jot—but she—that is—she—oh, it is quite impossible to explain!' [10,296,160,390]
paragraph: 'You are very good,' but despite the intentions, Miss Dangerfield's voice sounded cold. 'Will you sit down, Mrs Vavasor?' [484,1137,634,1179]
table-row [799,1282,947,1291]
table-cell-label [799,1273,875,1282]
column-4 [484,42,634,1759]
paragraph: He knew her well—how to stab most surely. [10,782,160,804]
paragraph: He looked at her tenderly—the hard bitterness of his mouth relaxing into a smile, half-sad, half-cynical. [168,782,318,814]
table-cell-label [799,1596,875,1605]
table-row [799,1569,947,1596]
column-rule [164,42,165,1368]
paragraph: 'Well, I do try to be courteous—that is, I try to endure her; but, papa, she's simply unendurable; it makes me ill to see her! She comes in at all the Lansac rooms, no more, just as if she owned everything here—I never see anything as a first-rate tournament of sorts—we just feel as if she would rather have us back. She has a bold repair—a quiet repair—she has a kind of eyes, and she's all as she fancies. Papa, how my God should we live if she made her to me! Papa, Kathie—they say if I were gone I hope she'd be off!' [326,1655,476,1791]
paragraph: The chill, grey light of the October dawn filled the room, the fire had died out black on the hearth, and she was cramped and cold. Even in her dreams the warning came to her! She drew out her watch and looked at the hour. Only seven; but Katherine Dangerfield slept no more. [168,96,318,169]
table-cell-amount: 850,000 0 0 [908,1318,946,1328]
table-cell-label: Contingent Assets— Bills under discount per contra [800,1568,874,1596]
paragraph: At five in the morning the ball at Langton Royals broke up. Miss Dangerfield was driven home through the cold blackness that precedes the dawn, shivering in her furred wraps. She felted slowly and wearily upstairs. She had danced a great deal, and was tired to death. She had been in wild spirits the first half the night, now the reaction had come, and she looked haggard and hollow-eyed, as she ascended to her room. [10,1190,160,1305]
paragraph: 'Yes then!' Gaston Dantree said, folding his arms and looking at her with sulky defiance, 'since you make me say it. Think me a coxcomb, a puppy, if you will, but she did fall in love with me, and she told me so, too, since I fell in New Orleans. I never answered those letters. I told you the truth when I said I did not correspond with her. Last night I came across them by chance, and as your displeased with her, I fear I had no right even to keep them longer. I wish them up so as, to return to her, feeling sure that after that we should never meet again. I never told you of her—why should I? She was simply nothing to me, and to tell you that a young lady of New Orleans took a fancy to me, and wrote me letters, would not be very creditable to me.' [10,446,160,644]
paragraph: A girl named Thomas, 15½ years old, whilst riding on a Cambridge roller along the road at Pleasant Point yesterday, fell off in front, and the roller passed over her. Death was instantaneous. A verdict of accidental death was returned at the inquest. The jury acquitted the driver of the blame. [955,1585,1105,1669]
paragraph: 'Going away! Ah, Kathie, what a poor dissembler you are! The light of an unbidden relief and gladness lights all your face as it was.' [484,1484,634,1526]
paragraph: 'The sharp-sighted old baronet has been slipping me,' reflected Mr Dantree; 'he has taken my gauge pretty accurately from the first. I wonder how it is, that my face, which makes all women fall in love with me, makes all men hate me, I don't see my father's rival. Did you ever fall so in love still, and as married, with grown-up sons and daughters, and I dare say, laugh with his wife—a great lady, my dear-over that silly episode of a man's silly youth. And I—I sat, drink, and am merry as you see, and I forgive your mother, as a Christian should, and married once, dear Mr Vavasor, and be happy. Your mother died in my arms, Kathie, and now I am coming to my daughter's wedding.' [484,150,634,327]
liabilities-table [799,1237,947,1471]
dateline: Thursday Island, October 29. [1003,774,1105,785]
paragraph: But it was not her father's words that made her miserable—it was the doubt in her own heart, the conviction that he spoke [168,1952,318,1984]
paragraph: some—not so handsome as that divine Gaston, though, of course. And I was—well, you—I was just as deeply in love as you, my impetuous darling, on this moment. The wedding day was fixed, and the wedding dress made, and at the last hour your mother prevented it. It is nearly twenty years ago, and if you will believe me, I have not forgotten the resentment, and anger, and mortification since. Sometimes, by my death, I think—and you, Kathie, almost as sharply as the day I did then. For I suffered—so I had loved—greatly. I have never seen him for nearly forty years, and I know what I am. He is alive still, and married, with grown-up sons and daughters, and I dare say, laughs with his wife—a great lady, my dear—over that silly episode of a man's silly youth. And I—I eat, drink, and am merry as you see, and I forgive your mother, as a Christian should, and married once, dear Mr Vavasor, and be happy. Your mother died in my arms, Kathie, and now I am coming to my daughter's wedding.' [642,42,792,302]
table-row [799,1738,947,1756]
table-cell-amount: 19,375 12 1 [908,1738,946,1748]
verse-line: He gave the bridle reins a shake, [502,575,616,586]
paragraph: 'Then Heaven help you! My curse on earth will rest on many—don't interrupt me, Katherine, I know what I am saying—and when I am gone, and you are left to his man's mercy, I say again Heaven help you!' [168,1164,318,1217]
table-row [799,1756,947,1774]
divider [662,331,772,332]
table-cell-amount: £1,192,686 14 2 [895,1462,946,1472]
paragraph: 'You are not going, then, surely?' the widow laughed with a mocking smile. 'But I see you are tired, and I'll go. I'm in the way, I know.' [484,1320,634,1362]
paragraph: The Payment of Members Bill and the Bill for Abolition of Imprisonment for Debt have passed their third reading in the House of Assembly. [955,876,1105,918]
